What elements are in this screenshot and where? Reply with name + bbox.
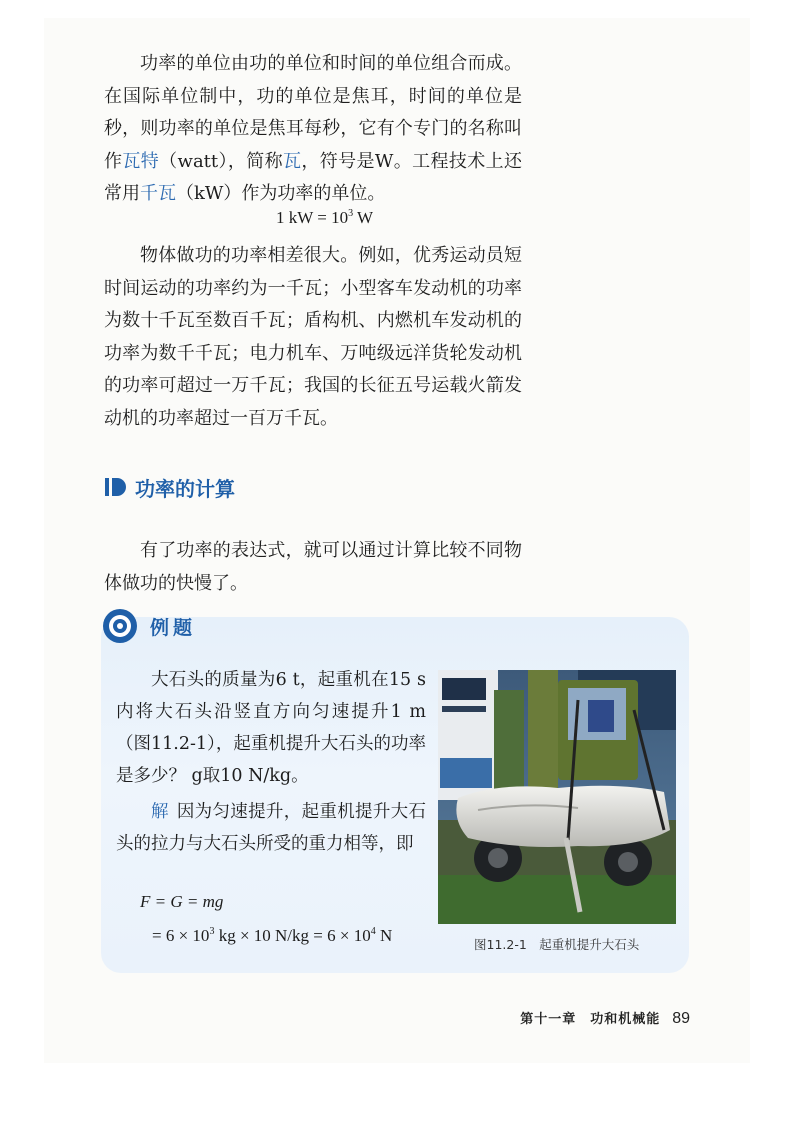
crane-photo bbox=[438, 670, 676, 924]
section-marker-icon bbox=[104, 476, 126, 498]
section-title: 功率的计算 bbox=[135, 476, 235, 501]
equation-force: F = G = mg bbox=[140, 892, 224, 911]
solution-label: 解 bbox=[151, 802, 169, 822]
figure-caption: 图11.2-1 起重机提升大石头 bbox=[474, 937, 640, 952]
example-title: 例题 bbox=[150, 616, 197, 639]
example-problem: 大石头的质量为6 t，起重机在15 s内将大石头沿竖直方向匀速提升1 m（图11.2-1），起重机提升大石头的功率是多少？ g取10 N/kg。 bbox=[116, 670, 426, 786]
equation-value: = $6 \times 10^3$ kg × 10 $N/kg = 6 \times 10^4$ N bbox=[152, 926, 393, 945]
page-footer bbox=[520, 1008, 690, 1028]
example-target-icon bbox=[102, 608, 138, 644]
formula-kw: 1 kW = $10^3$ W bbox=[276, 208, 374, 227]
paragraph-power-examples: 物体做功的功率相差很大。例如，优秀运动员短时间运动的功率约为一千瓦；小型客车发动机的功率为数十千瓦至数百千瓦；盾构机、内燃机车发动机的功率为数千千瓦；电力机车、万吨级远洋货轮发动机的功率可超过一万千瓦；我国的长征五号运载火箭发动机的功率超过一百万千瓦。 bbox=[104, 245, 522, 429]
paragraph-intro-calc: 有了功率的表达式，就可以通过计算比较不同物体做功的快慢了。 bbox=[104, 540, 522, 594]
term-kilowatt: 千瓦 bbox=[140, 183, 176, 204]
term-watt: 瓦特 bbox=[122, 150, 160, 172]
term-wa: 瓦 bbox=[283, 150, 302, 172]
example-solution: 解 因为匀速提升，起重机提升大石头的拉力与大石头所受的重力相等，即 bbox=[116, 802, 427, 854]
example-header bbox=[102, 608, 196, 644]
page-number: 89 bbox=[672, 1010, 690, 1027]
chapter-title: 第十一章 功和机械能 bbox=[520, 1012, 661, 1027]
paragraph-unit-of-power: 功率的单位由功的单位和时间的单位组合而成。在国际单位制中，功的单位是焦耳，时间的单位是秒，则功率的单位是焦耳每秒，它有个专门的名称叫作瓦特（watt），简称瓦，符号是W。工程技术上还常用千瓦（kW）作为功率的单位。 bbox=[104, 53, 523, 204]
section-heading bbox=[104, 472, 235, 502]
